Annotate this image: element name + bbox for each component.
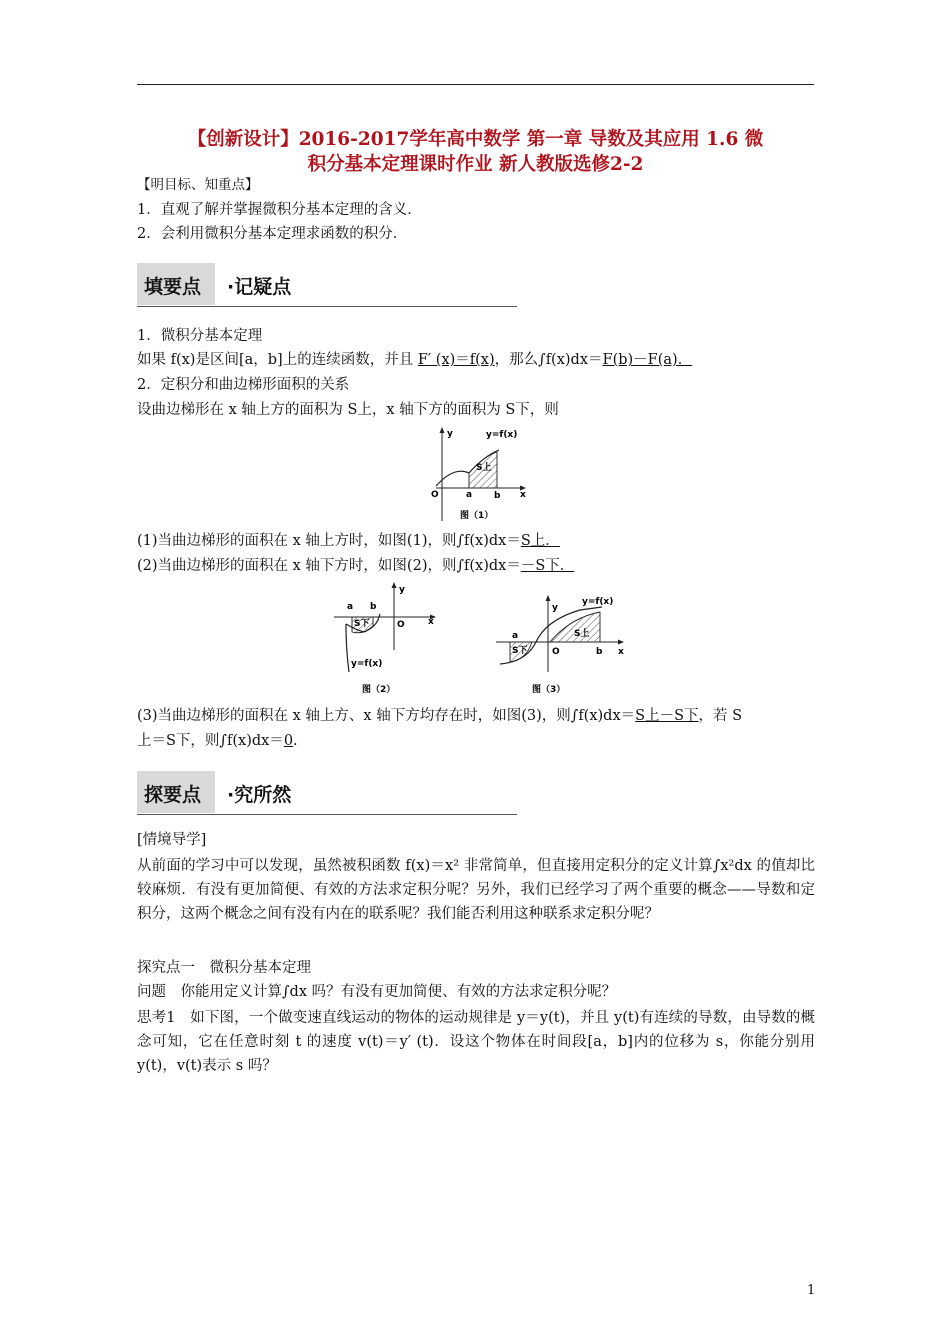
explore-question: 问题 你能用定义计算∫dx 吗？有没有更加简便、有效的方法求定积分呢？ [137,984,617,1000]
page-number: 1 [807,1283,816,1298]
case-3-line-2-text: 上＝S下，则∫f(x)dx＝ [137,733,284,749]
y-arrow [546,595,551,601]
y-label: y [399,585,405,595]
theorem-mid: ，那么∫f(x)dx＝ [494,352,603,368]
figure-2 [316,580,446,698]
b-label: b [494,491,501,501]
explore-think [137,1006,815,1078]
case-3-post: ，若 S [698,708,743,724]
b-label: b [596,647,603,657]
case-3-text: (3)当曲边梯形的面积在 x 轴上方、x 轴下方均存在时，如图(3)，则∫f(x)dx＝ [137,708,636,724]
case-2-text: (2)当曲边梯形的面积在 x 轴下方时，如图(2)，则∫f(x)dx＝ [137,558,521,574]
top-rule [137,84,814,85]
section-underline [137,814,517,815]
section-underline [137,306,517,307]
case-3-line-2 [137,731,298,751]
area-up-label: S上 [574,629,590,639]
figure-caption: 图（2） [362,685,396,695]
theorem-blank-2: F(b)－F(a)． [602,352,693,368]
x-label: x [428,617,434,627]
section-sublabel: ·记疑点 [227,276,292,298]
intro-paragraph [137,854,815,926]
goals-header: 【明目标、知重点】 [137,177,259,193]
think-text: 思考1 如下图，一个做变速直线运动的物体的运动规律是 y＝y(t)，并且 y(t)有连续的导数，由导数的概念可知，它在任意时刻 t 的速度 v(t)＝y′ (t)．设这个物体在时间段[a，b]内的位移为 s，你能分别用 y(t)，v(t)表示 s 吗？ [137,1010,815,1074]
origin-label: O [552,647,560,657]
case-3 [137,706,742,726]
case-1-text: (1)当曲边梯形的面积在 x 轴上方时，如图(1)，则∫f(x)dx＝ [137,533,521,549]
case-1 [137,531,560,551]
area-label: S下 [354,619,370,629]
section-sublabel: ·究所然 [227,784,292,806]
origin-label: O [431,490,439,500]
case-3-blank: S上－S下 [635,708,699,724]
func-label: y=f(x) [582,597,614,607]
y-label: y [552,603,558,613]
theorem-statement [137,350,692,370]
title-line-1: 【创新设计】2016-2017学年高中数学 第一章 导数及其应用 1.6 微 [187,129,764,150]
section-header-1 [137,263,517,307]
y-label: y [447,429,453,439]
x-label: x [618,647,624,657]
explore-point: 探究点一 微积分基本定理 [137,960,311,976]
case-2-blank: －S下． [520,558,575,574]
theorem-pre: 如果 f(x)是区间[a，b]上的连续函数，并且 [137,352,418,368]
title-line-2: 积分基本定理课时作业 新人教版选修2-2 [307,154,644,175]
case-3-line-2-blank: 0 [283,733,294,749]
func-label: y=f(x) [486,430,518,440]
goal-item-1: 1．直观了解并掌握微积分基本定理的含义． [137,202,422,218]
section-header-2 [137,771,517,815]
section-label: 填要点 [144,276,202,298]
x-label: x [520,490,526,500]
intro-text: 从前面的学习中可以发现，虽然被积函数 f(x)＝x² 非常简单，但直接用定积分的定义计算∫x²dx 的值却比较麻烦．有没有更加简便、有效的方法求定积分呢？另外，我们已经学习了两个重要的概念——导数和定积分，这两个概念之间有没有内在的联系呢？我们能否利用这种联系求定积分呢？ [137,858,815,922]
figure-3 [490,590,630,698]
area-label: S上 [476,463,492,473]
area-down-label: S下 [512,646,528,656]
page-title [137,127,814,177]
y-arrow [392,582,397,588]
theorem-heading: 1．微积分基本定理 [137,328,263,344]
y-arrow [440,427,445,433]
figure-1 [414,426,534,526]
b-label: b [370,602,377,612]
intro-header: [情境导学] [137,832,207,848]
figure-caption: 图（1） [460,511,494,521]
theorem-blank-1: F′ (x)＝f(x) [417,352,495,368]
case-2 [137,556,574,576]
a-label: a [466,490,473,500]
section-label: 探要点 [144,784,202,806]
case-3-line-2-post: . [293,733,298,749]
x-arrow [618,640,624,645]
func-label: y=f(x) [351,659,383,669]
origin-label: O [397,620,405,630]
a-label: a [512,631,519,641]
goal-item-2: 2．会利用微积分基本定理求函数的积分． [137,226,408,242]
a-label: a [347,602,354,612]
relation-intro: 设曲边梯形在 x 轴上方的面积为 S上，x 轴下方的面积为 S下，则 [137,402,559,418]
figure-caption: 图（3） [532,685,566,695]
relation-heading: 2．定积分和曲边梯形面积的关系 [137,377,350,393]
case-1-blank: S上． [520,533,560,549]
